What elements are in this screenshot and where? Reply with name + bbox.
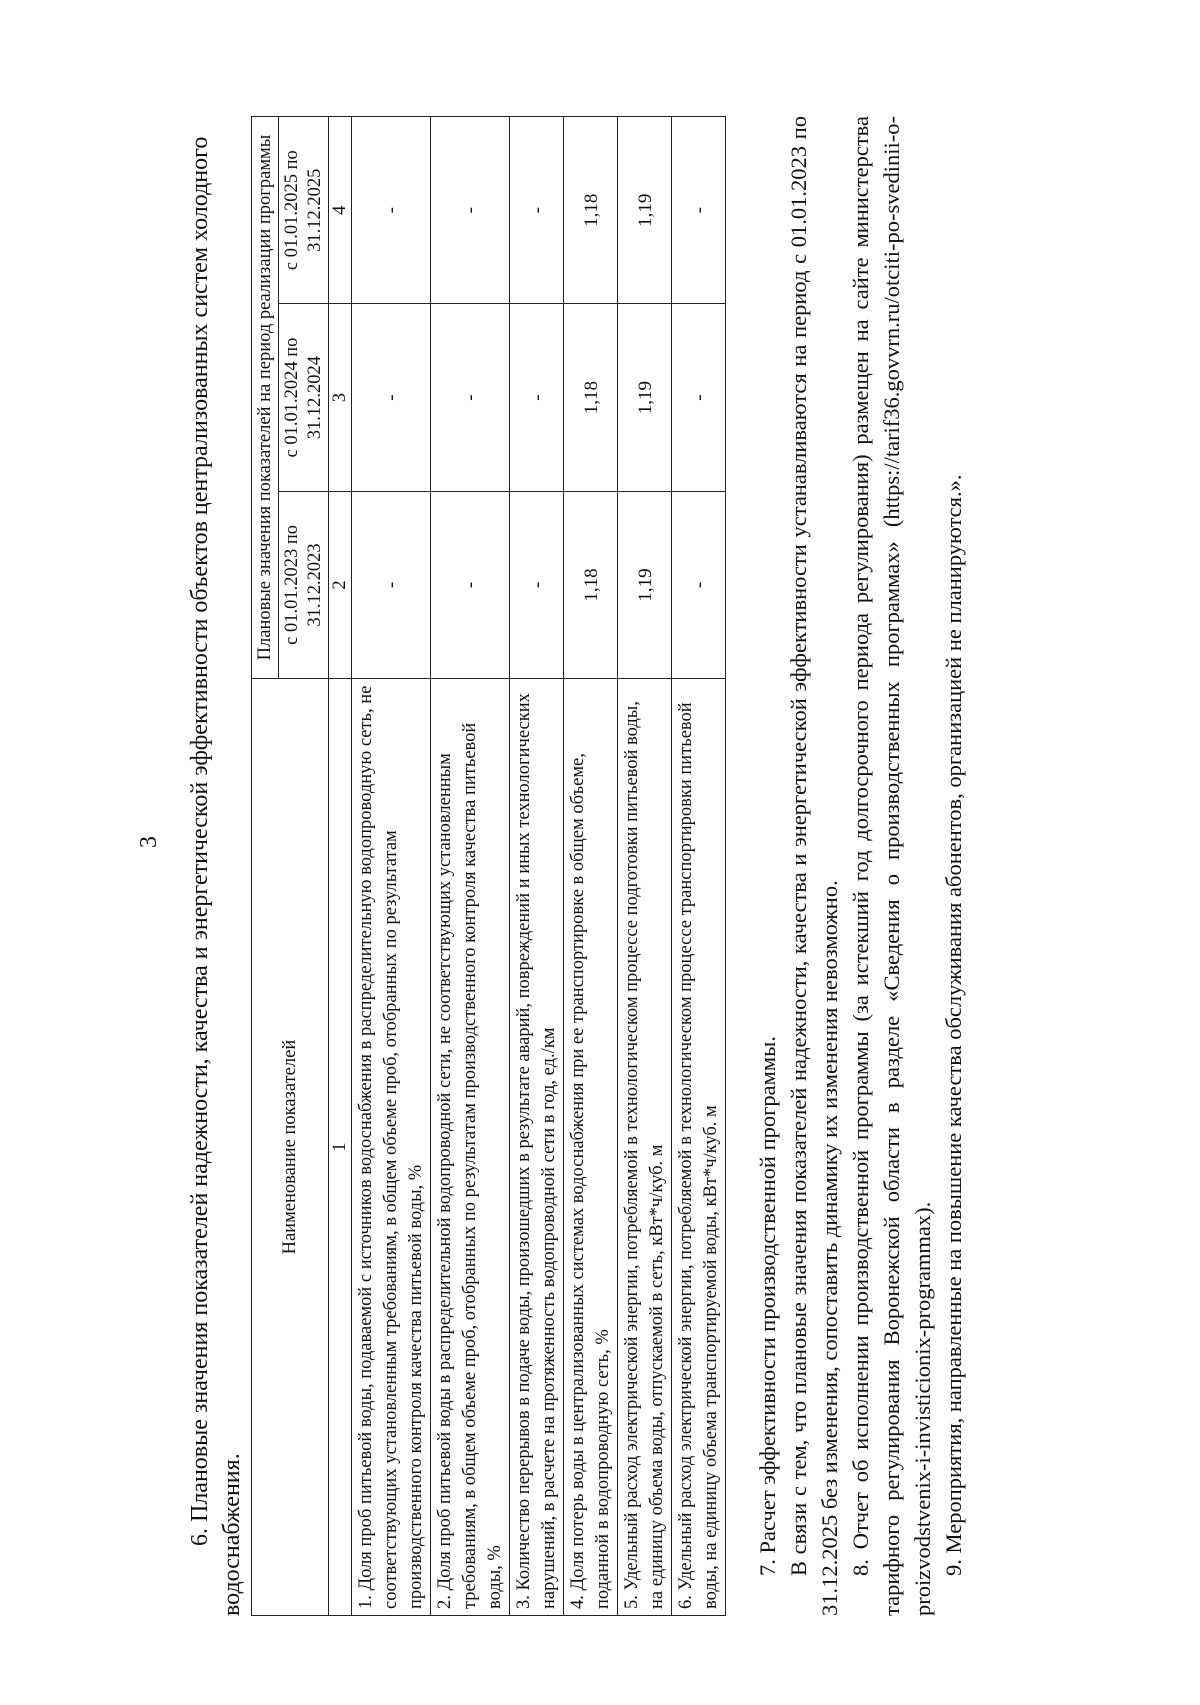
indicator-name: 4. Доля потерь воды в централизованных системах водоснабжения при ее транспортировке в общем объеме, поданной в водопроводную сеть, % bbox=[564, 679, 618, 1616]
indicator-value: - bbox=[431, 117, 510, 304]
indicator-name: 1. Доля проб питьевой воды, подаваемой с источников водоснабжения в распределительную водопроводную сеть, не соответствующих установленным требованиям, в общем объеме проб, отобранных по результатам производственного контроля качества питьевой воды, % bbox=[352, 679, 431, 1616]
column-number-row bbox=[329, 117, 352, 1616]
indicator-name: 2. Доля проб питьевой воды в распределительной водопроводной сети, не соответствующих установленным требованиям, в общем объеме проб, отобранных по результатам производственного контроля качества питьевой воды, % bbox=[431, 679, 510, 1616]
column-number: 1 bbox=[329, 679, 352, 1616]
indicator-value: - bbox=[431, 304, 510, 491]
section-7-title: 7. Расчет эффективности производственной программы. bbox=[755, 1036, 780, 1576]
column-header-period-2025: с 01.01.2025 по 31.12.2025 bbox=[279, 117, 329, 304]
section-7-paragraph: В связи с тем, что плановые значения показателей надежности, качества и энергетической эффективности устанавливаются на период с 01.01.2023 по 31.12.2025 без изменения, сопоставить динамику их изменения невозможно. bbox=[786, 116, 842, 1616]
indicator-name: 3. Количество перерывов в подаче воды, произошедших в результате аварий, повреждений и иных технологических нарушений, в расчете на протяженность водопроводной сети в год, ед./км bbox=[510, 679, 564, 1616]
indicator-value: 1,18 bbox=[564, 491, 618, 678]
indicator-value: - bbox=[672, 117, 726, 304]
column-number: 3 bbox=[329, 304, 352, 491]
body-text bbox=[752, 116, 969, 1616]
column-header-period-2023: с 01.01.2023 по 31.12.2023 bbox=[279, 491, 329, 678]
table-row bbox=[618, 117, 672, 1616]
indicator-value: 1,19 bbox=[618, 304, 672, 491]
table-row bbox=[564, 117, 618, 1616]
table-header-row bbox=[252, 117, 279, 1616]
indicator-value: - bbox=[672, 304, 726, 491]
page-number: 3 bbox=[136, 836, 162, 848]
column-header-name: Наименование показателей bbox=[252, 679, 329, 1616]
table-row bbox=[431, 117, 510, 1616]
indicators-table bbox=[251, 116, 726, 1616]
indicator-value: 1,19 bbox=[618, 117, 672, 304]
indicator-value: - bbox=[352, 491, 431, 678]
indicator-name: 6. Удельный расход электрической энергии, потребляемой в технологическом процессе транспортировки питьевой воды, на единицу объема транспортируемой воды, кВт*ч/куб. м bbox=[672, 679, 726, 1616]
table-row bbox=[352, 117, 431, 1616]
table-row bbox=[672, 117, 726, 1616]
column-number: 2 bbox=[329, 491, 352, 678]
table-row bbox=[510, 117, 564, 1616]
column-number: 4 bbox=[329, 117, 352, 304]
section-8-paragraph: 8. Отчет об исполнении производственной программы (за истекший год долгосрочного периода регулирования) размещен на сайте министерства тарифного регулирования Воронежской области в разделе «Сведения о производственных программах» (https://tarif36.govvrn.ru/otciti-po-svedinii-o-proizvodstvenix-i-invisticionix-programmax). bbox=[848, 116, 935, 1616]
column-header-period-group: Плановые значения показателей на период реализации программы bbox=[252, 117, 279, 679]
document-page bbox=[130, 76, 1130, 1636]
indicator-value: - bbox=[510, 117, 564, 304]
indicator-value: - bbox=[431, 491, 510, 678]
indicator-value: - bbox=[510, 491, 564, 678]
indicator-value: - bbox=[510, 304, 564, 491]
indicator-value: 1,19 bbox=[618, 491, 672, 678]
indicator-value: 1,18 bbox=[564, 304, 618, 491]
indicator-value: - bbox=[352, 117, 431, 304]
section-heading: 6. Плановые значения показателей надежности, качества и энергетической эффективности объектов централизованных систем холодного водоснабжения. bbox=[187, 136, 245, 1616]
column-header-period-2024: с 01.01.2024 по 31.12.2024 bbox=[279, 304, 329, 491]
indicator-value: - bbox=[352, 304, 431, 491]
indicator-value: - bbox=[672, 491, 726, 678]
indicator-name: 5. Удельный расход электрической энергии, потребляемой в технологическом процессе подготовки питьевой воды, на единицу объема воды, отпускаемой в сеть, кВт*ч/куб. м bbox=[618, 679, 672, 1616]
section-9-paragraph: 9. Мероприятия, направленные на повышение качества обслуживания абонентов, организацией не планируются.». bbox=[941, 474, 966, 1576]
indicator-value: 1,18 bbox=[564, 117, 618, 304]
